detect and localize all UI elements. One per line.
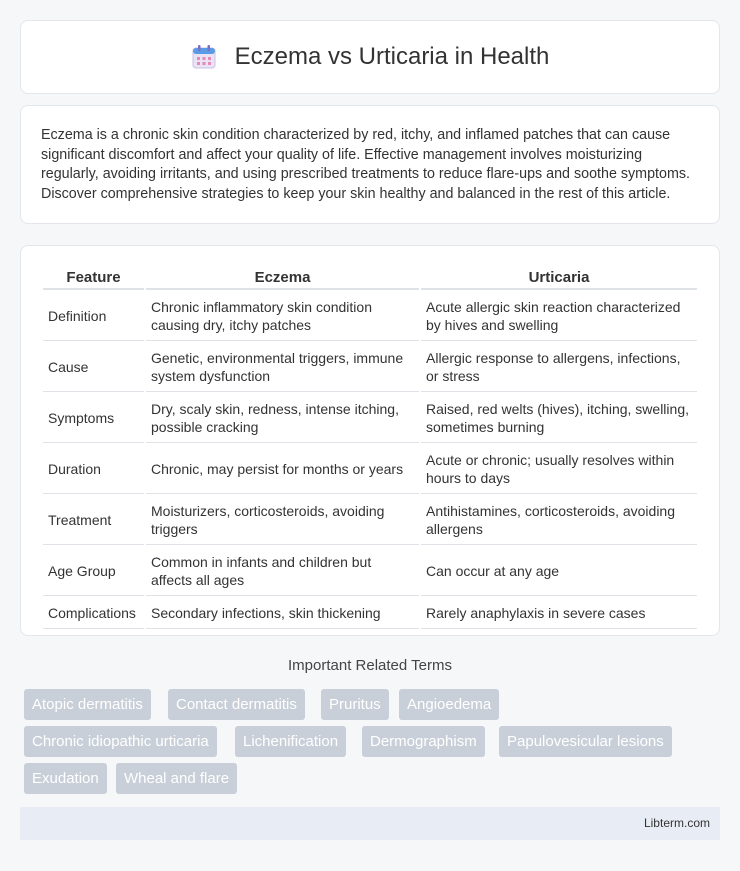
page-title: Eczema vs Urticaria in Health (234, 43, 550, 70)
intro-text: Eczema is a chronic skin condition characterized by red, itchy, and inflamed patches that can cause significant discomfort and affect your quality of life. Effective management involves moisturizing regularly, avoiding irritants, and using prescribed treatments to reduce flare-ups and soothe symptoms. Discover comprehensive strategies to keep your skin healthy and balanced in the rest of this article. (41, 127, 690, 202)
footer (20, 807, 720, 840)
eczema-cell: Chronic inflammatory skin condition causing dry, itchy patches (146, 292, 419, 341)
related-term-tag[interactable]: Dermographism (362, 726, 485, 757)
related-term-tag[interactable]: Wheal and flare (116, 763, 237, 794)
table-row (43, 598, 697, 629)
column-header: Eczema (146, 266, 419, 290)
table-row (43, 292, 697, 341)
comparison-card (20, 245, 720, 636)
column-header: Urticaria (421, 266, 697, 290)
table-row (43, 547, 697, 596)
eczema-cell: Secondary infections, skin thickening (146, 598, 419, 629)
eczema-cell: Dry, scaly skin, redness, intense itching, possible cracking (146, 394, 419, 443)
feature-cell: Age Group (43, 547, 144, 596)
urticaria-cell: Rarely anaphylaxis in severe cases (421, 598, 697, 629)
footer-site-link[interactable]: Libterm.com (643, 816, 710, 830)
urticaria-cell: Allergic response to allergens, infections, or stress (421, 343, 697, 392)
feature-cell: Complications (43, 598, 144, 629)
related-term-tag[interactable]: Atopic dermatitis (24, 689, 151, 720)
urticaria-cell: Acute allergic skin reaction characterized by hives and swelling (421, 292, 697, 341)
eczema-cell: Genetic, environmental triggers, immune system dysfunction (146, 343, 419, 392)
related-term-tag[interactable]: Angioedema (399, 689, 499, 720)
feature-cell: Cause (43, 343, 144, 392)
eczema-cell: Chronic, may persist for months or years (146, 445, 419, 494)
eczema-cell: Common in infants and children but affects all ages (146, 547, 419, 596)
eczema-cell: Moisturizers, corticosteroids, avoiding triggers (146, 496, 419, 545)
urticaria-cell: Can occur at any age (421, 547, 697, 596)
column-header: Feature (43, 266, 144, 290)
table-row (43, 496, 697, 545)
related-term-tag[interactable]: Chronic idiopathic urticaria (24, 726, 217, 757)
feature-cell: Duration (43, 445, 144, 494)
related-term-tag[interactable]: Lichenification (235, 726, 346, 757)
table-row (43, 394, 697, 443)
feature-cell: Treatment (43, 496, 144, 545)
urticaria-cell: Antihistamines, corticosteroids, avoiding allergens (421, 496, 697, 545)
title-card (20, 20, 720, 94)
related-term-tag[interactable]: Papulovesicular lesions (499, 726, 672, 757)
urticaria-cell: Acute or chronic; usually resolves within hours to days (421, 445, 697, 494)
related-terms-title: Important Related Terms (288, 657, 452, 674)
calendar-icon (191, 44, 217, 70)
urticaria-cell: Raised, red welts (hives), itching, swelling, sometimes burning (421, 394, 697, 443)
related-term-tag[interactable]: Pruritus (321, 689, 389, 720)
table-row (43, 445, 697, 494)
comparison-table (41, 264, 699, 631)
related-term-tag[interactable]: Contact dermatitis (168, 689, 305, 720)
feature-cell: Symptoms (43, 394, 144, 443)
table-row (43, 343, 697, 392)
related-term-tag[interactable]: Exudation (24, 763, 107, 794)
intro-card (20, 105, 720, 224)
table-header-row (43, 266, 697, 290)
feature-cell: Definition (43, 292, 144, 341)
